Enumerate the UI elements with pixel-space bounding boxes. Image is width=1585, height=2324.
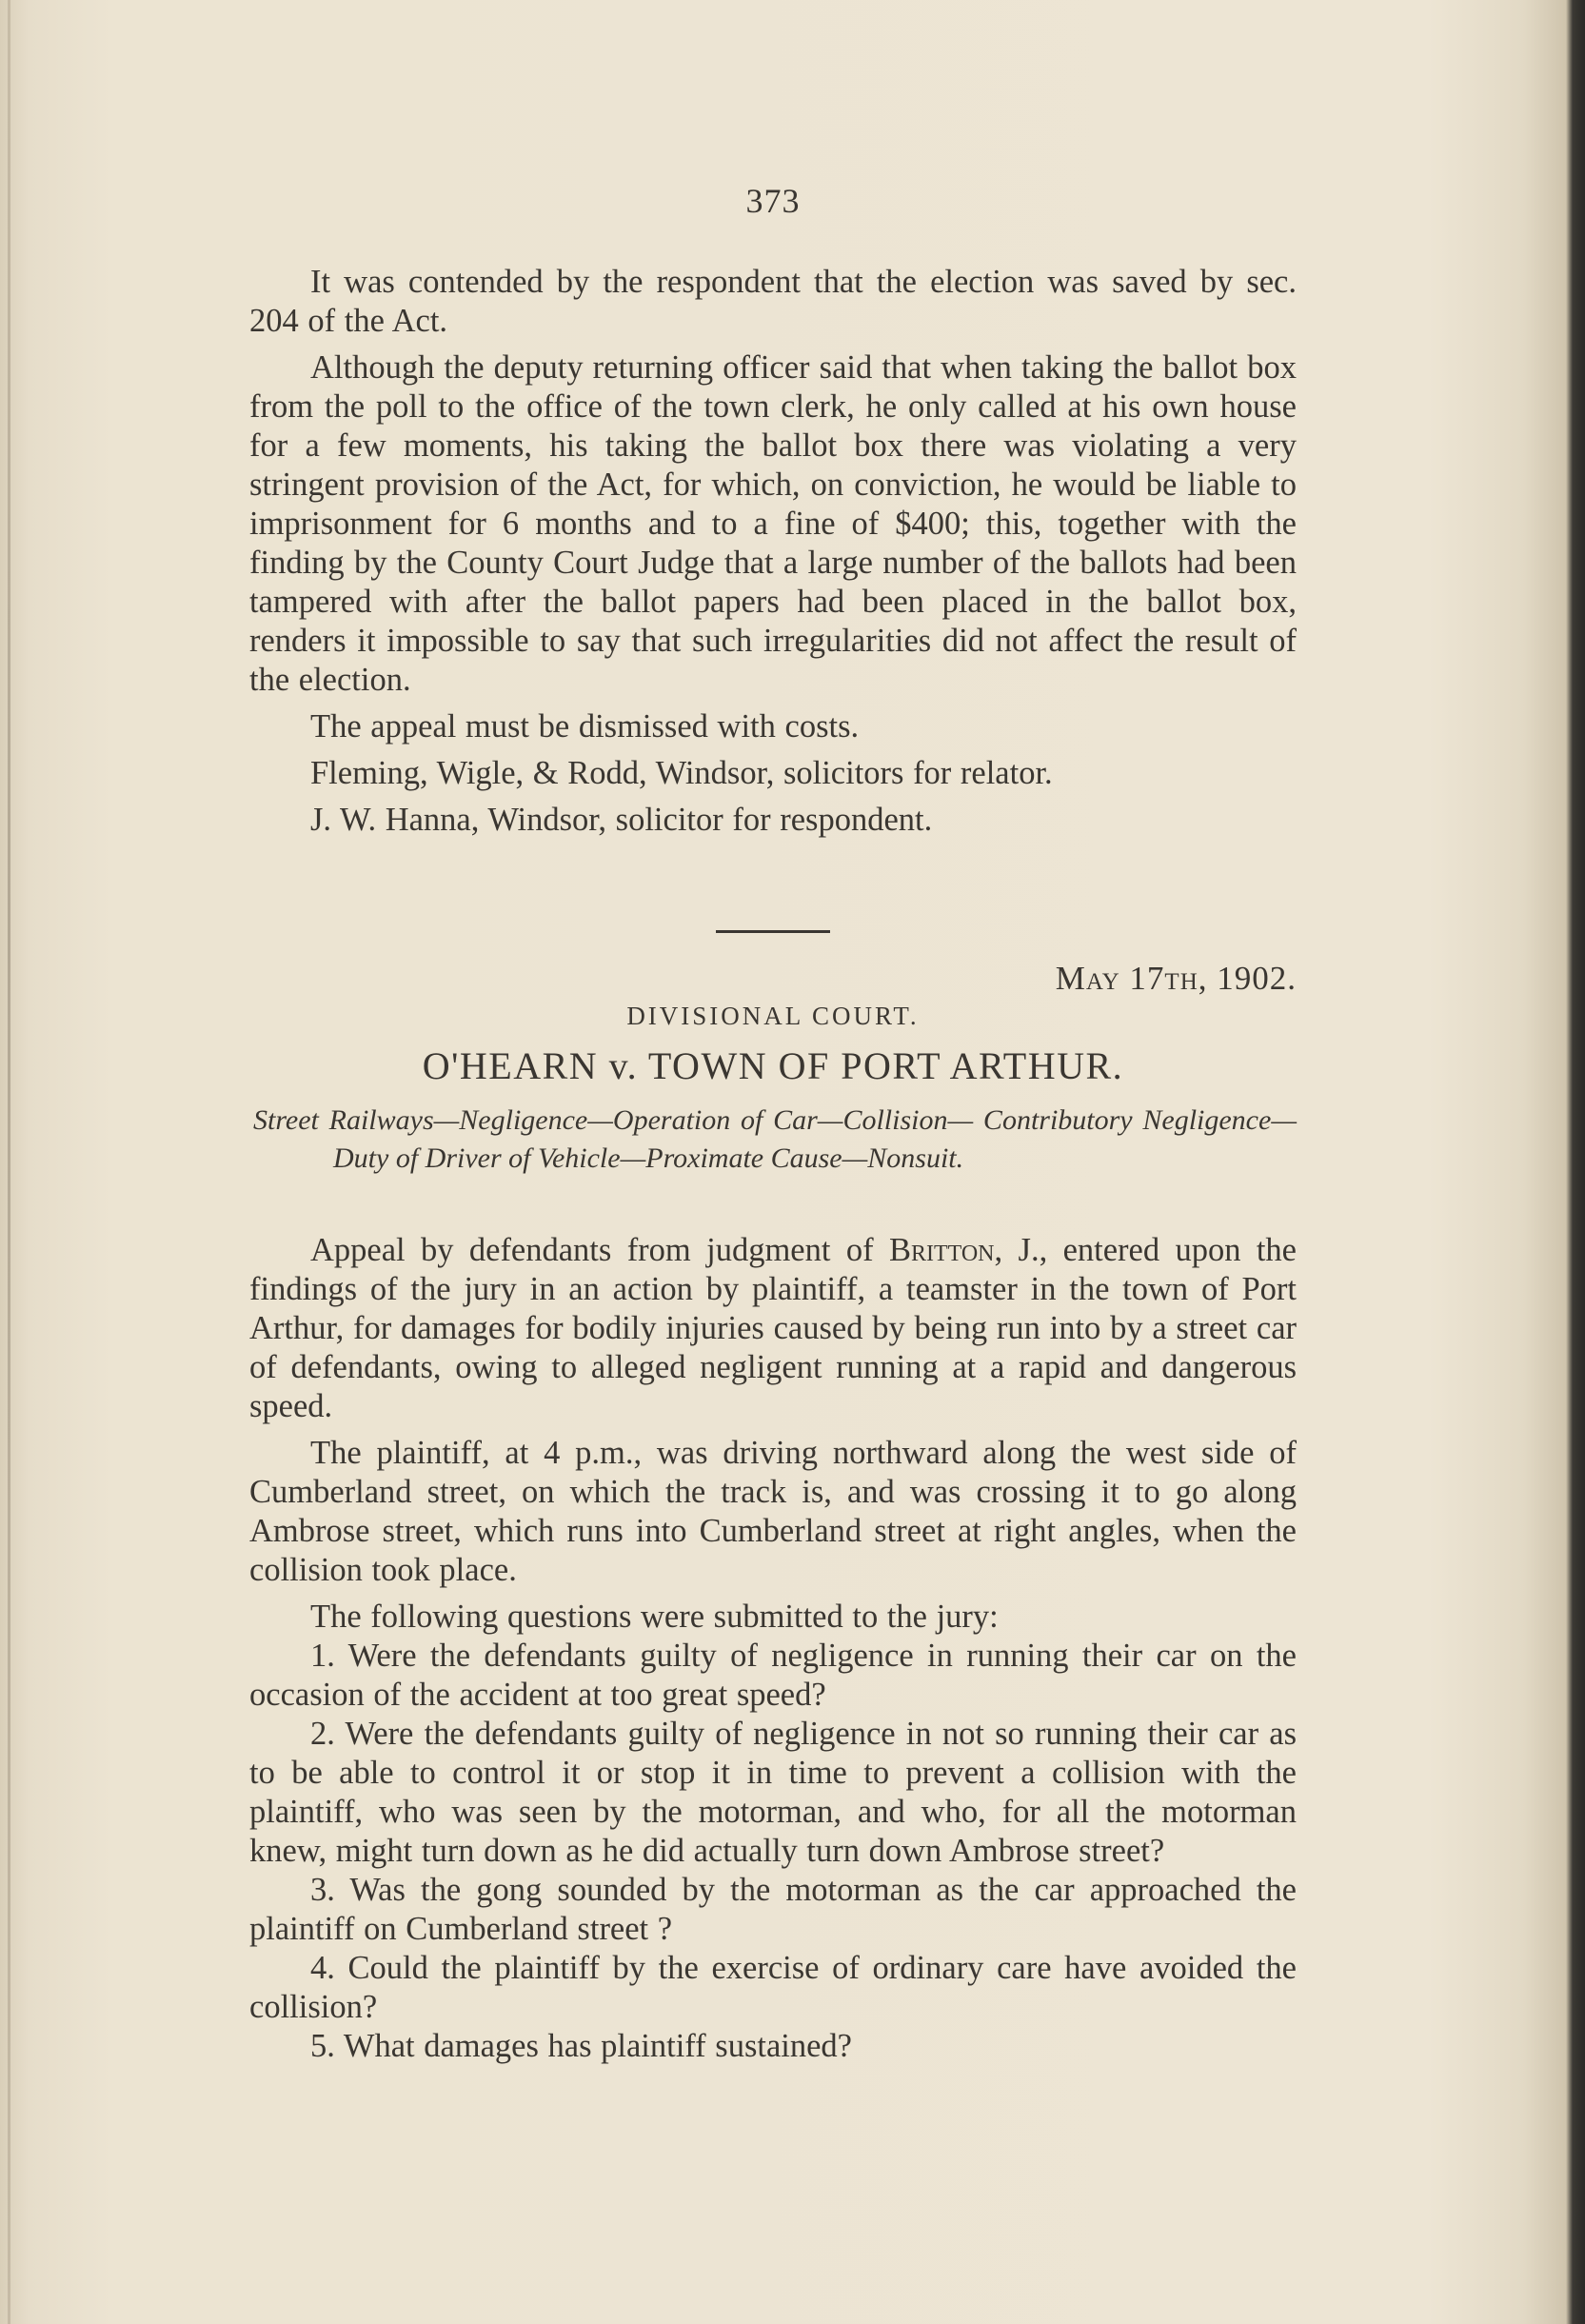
questions-intro: The following questions were submitted to the jury: xyxy=(310,1599,999,1635)
jury-question-4: 4. Could the plaintiff by the exercise of ordinary care have avoided the collision? xyxy=(249,1950,1297,2025)
paragraph-disposition: The appeal must be dismissed with costs. xyxy=(310,708,860,745)
page-number: 373 xyxy=(745,182,801,220)
case-title: O'HEARN v. TOWN OF PORT ARTHUR. xyxy=(422,1044,1124,1087)
section-divider xyxy=(716,930,830,933)
decision-date: May 17th, 1902. xyxy=(1055,960,1297,997)
jury-question-5: 5. What damages has plaintiff sustained? xyxy=(310,2028,852,2064)
headnote: Street Railways—Negligence—Operation of Car—Collision— Contributory Negligence—Duty of Driver of Vehicle—Proximate Cause—Nonsuit. xyxy=(253,1104,1297,1174)
paragraph-reasoning: Although the deputy returning officer said that when taking the ballot box from the poll to the office of the town clerk, he only called at his own house for a few moments, his taking the ballot box there was violating a very stringent provision of the Act, for which, on conviction, he would be liable to imprisonment for 6 months and to a fine of $400; this, together with the finding by the County Court Judge that a large number of the ballots had been tampered with after the ballot papers had been placed in the ballot box, renders it impossible to say that such irregularities did not affect the result of the election. xyxy=(249,349,1297,698)
page-gutter-shadow xyxy=(8,0,10,2324)
previous-case-conclusion xyxy=(249,263,1297,840)
appeal-rest: , J., entered upon the findings of the jury in an action by plaintiff, a teamster in the town of Port Arthur, for damages for bodily injuries caused by being run into by a street car of defendants, owing to alleged negligent running at a rapid and dangerous speed. xyxy=(249,1232,1297,1424)
case-statement xyxy=(249,1231,1297,2066)
jury-question-1: 1. Were the defendants guilty of negligence in running their car on the occasion of the accident at too great speed? xyxy=(249,1638,1297,1713)
solicitor-respondent: J. W. Hanna, Windsor, solicitor for respondent. xyxy=(310,802,933,838)
facts-paragraph: The plaintiff, at 4 p.m., was driving northward along the west side of Cumberland street, on which the track is, and was crossing it to go along Ambrose street, which runs into Cumberland street at right angles, when the collision took place. xyxy=(249,1435,1297,1588)
judge-name: Britton xyxy=(888,1232,995,1268)
jury-question-3: 3. Was the gong sounded by the motorman as the car approached the plaintiff on Cumberland street ? xyxy=(249,1872,1297,1947)
court-name: DIVISIONAL COURT. xyxy=(626,1002,920,1030)
jury-question-2: 2. Were the defendants guilty of negligence in not so running their car as to be able to control it or stop it in time to prevent a collision with the plaintiff, who was seen by the motorman, and who, for all the motorman knew, might turn down as he did actually turn down Ambrose street? xyxy=(249,1716,1297,1869)
paragraph-contention: It was contended by the respondent that the election was saved by sec. 204 of the Act. xyxy=(249,264,1297,339)
appeal-paragraph xyxy=(249,1231,1297,1426)
appeal-prefix: Appeal by defendants from judgment of xyxy=(310,1232,889,1268)
solicitors-relator: Fleming, Wigle, & Rodd, Windsor, solicitors for relator. xyxy=(310,755,1053,791)
